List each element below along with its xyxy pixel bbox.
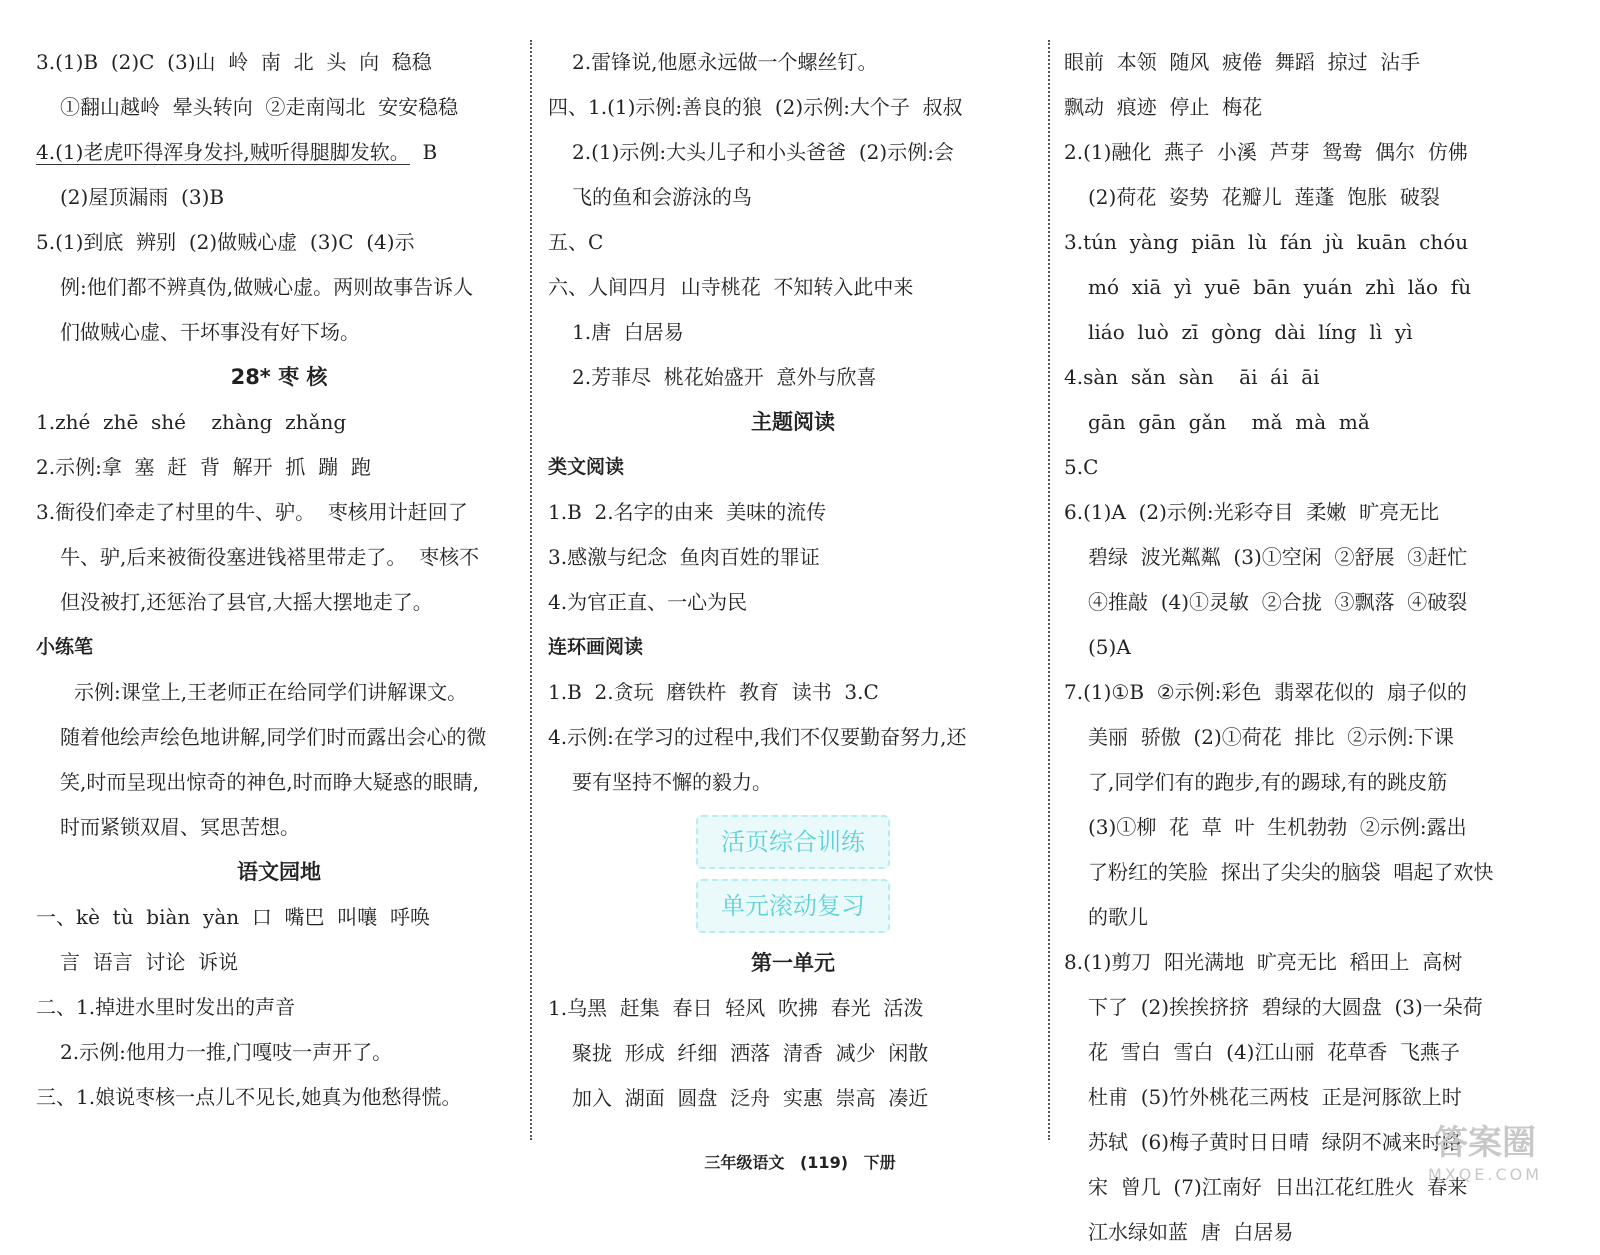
footer-grade-subject: 三年级语文 xyxy=(704,1153,785,1172)
answer-line: 三、1.娘说枣核一点儿不见长,她真为他愁得慌。 xyxy=(36,1085,462,1109)
answer-line: 2.(1)融化 燕子 小溪 芦芽 鸳鸯 偶尔 仿佛 xyxy=(1064,140,1468,164)
answer-line: 加入 湖面 圆盘 泛舟 实惠 崇高 凑近 xyxy=(572,1086,929,1110)
answer-line: 聚拢 形成 纤细 洒落 清香 减少 闲散 xyxy=(572,1041,929,1065)
lesson-title: 28* 枣 核 xyxy=(230,365,328,389)
answer-line: 言 语言 讨论 诉说 xyxy=(60,950,239,974)
answer-line: 4.为官正直、一心为民 xyxy=(548,590,748,614)
answer-line xyxy=(36,130,522,175)
paragraph-line: 时而紧锁双眉、冥思苦想。 xyxy=(60,815,300,839)
answer-line: 宋 曾几 (7)江南好 日出江花红胜火 春来 xyxy=(1088,1175,1468,1199)
answer-line: 四、1.(1)示例:善良的狼 (2)示例:大个子 叔叔 xyxy=(548,95,963,119)
answer-line: 飘动 痕迹 停止 梅花 xyxy=(1064,95,1263,119)
answer-line: 1.zhé zhē shé zhàng zhǎng xyxy=(36,410,347,434)
answer-line: gān gān gǎn mǎ mà mǎ xyxy=(1088,410,1370,434)
answer-line: 苏轼 (6)梅子黄时日日晴 绿阴不减来时路 xyxy=(1088,1130,1462,1154)
answer-line: 六、人间四月 山寺桃花 不知转入此中来 xyxy=(548,275,914,299)
unit-title: 第一单元 xyxy=(751,951,835,975)
answer-line: 2.示例:他用力一推,门嘎吱一声开了。 xyxy=(60,1040,393,1064)
answer-line: 们做贼心虚、干坏事没有好下场。 xyxy=(60,320,360,344)
answer-line: ①翻山越岭 晕头转向 ②走南闯北 安安稳稳 xyxy=(60,95,459,119)
answer-line: 眼前 本领 随风 疲倦 舞蹈 掠过 沾手 xyxy=(1064,50,1421,74)
answer-line: 1.唐 白居易 xyxy=(572,320,684,344)
page-number: (119) xyxy=(799,1153,849,1172)
answer-line: 二、1.掉进水里时发出的声音 xyxy=(36,995,296,1019)
answer-line: 了,同学们有的跑步,有的踢球,有的跳皮筋 xyxy=(1088,770,1448,794)
section-heading: 连环画阅读 xyxy=(548,636,644,658)
answer-line: liáo luò zī gòng dài líng lì yì xyxy=(1088,320,1413,344)
answer-line: 3.感激与纪念 鱼肉百姓的罪证 xyxy=(548,545,820,569)
paragraph-line: 笑,时而呈现出惊奇的神色,时而睁大疑惑的眼睛, xyxy=(60,770,480,794)
answer-line: (5)A xyxy=(1088,635,1131,659)
answer-line: 2.芳菲尽 桃花始盛开 意外与欣喜 xyxy=(572,365,877,389)
answer-line: 4.sàn sǎn sàn āi ái āi xyxy=(1064,365,1320,389)
answer-line: 例:他们都不辨真伪,做贼心虚。两则故事告诉人 xyxy=(60,275,474,299)
answer-line: 3.衙役们牵走了村里的牛、驴。 枣核用计赶回了 xyxy=(36,500,468,524)
paragraph-line: 随着他绘声绘色地讲解,同学们时而露出会心的微 xyxy=(60,725,487,749)
answer-line: 的歌儿 xyxy=(1088,905,1148,929)
column-3 xyxy=(1064,40,1564,1255)
column-divider xyxy=(1048,40,1050,1140)
answer-line: 3.(1)B (2)C (3)山 岭 南 北 头 向 稳稳 xyxy=(36,50,432,74)
answer-line: mó xiā yì yuē bān yuán zhì lǎo fù xyxy=(1088,275,1472,299)
answer-line: 下了 (2)挨挨挤挤 碧绿的大圆盘 (3)一朵荷 xyxy=(1088,995,1483,1019)
answer-line: 要有坚持不懈的毅力。 xyxy=(572,770,772,794)
answer-line: (3)①柳 花 草 叶 生机勃勃 ②示例:露出 xyxy=(1088,815,1467,839)
section-title: 主题阅读 xyxy=(751,410,835,434)
answer-line: 江水绿如蓝 唐 白居易 xyxy=(1088,1220,1294,1244)
answer-line: 美丽 骄傲 (2)①荷花 排比 ②示例:下课 xyxy=(1088,725,1454,749)
answer-line: 2.雷锋说,他愿永远做一个螺丝钉。 xyxy=(572,50,878,74)
answer-line: 牛、驴,后来被衙役塞进钱褡里带走了。 枣核不 xyxy=(60,545,480,569)
column-2 xyxy=(548,40,1038,1121)
answer-text: B xyxy=(409,140,438,164)
answer-line: ④推敲 (4)①灵敏 ②合拢 ③飘落 ④破裂 xyxy=(1088,590,1468,614)
watermark-text: 答案圈 xyxy=(1434,1123,1536,1163)
section-banner: 单元滚动复习 xyxy=(696,879,890,933)
answer-line: 杜甫 (5)竹外桃花三两枝 正是河豚欲上时 xyxy=(1088,1085,1462,1109)
paragraph-line: 示例:课堂上,王老师正在给同学们讲解课文。 xyxy=(74,680,468,704)
page-footer xyxy=(0,1150,1600,1180)
answer-line: 但没被打,还惩治了县官,大摇大摆地走了。 xyxy=(60,590,433,614)
answer-line: 2.示例:拿 塞 赶 背 解开 抓 蹦 跑 xyxy=(36,455,371,479)
answer-line: 4.示例:在学习的过程中,我们不仅要勤奋努力,还 xyxy=(548,725,967,749)
answer-line: (2)屋顶漏雨 (3)B xyxy=(60,185,225,209)
answer-line: 碧绿 波光粼粼 (3)①空闲 ②舒展 ③赶忙 xyxy=(1088,545,1468,569)
underlined-answer: 4.(1)老虎吓得浑身发抖,贼听得腿脚发软。 xyxy=(36,140,410,164)
footer-volume: 下册 xyxy=(863,1153,896,1172)
column-1 xyxy=(36,40,522,1120)
answer-line: 飞的鱼和会游泳的鸟 xyxy=(572,185,752,209)
section-title: 语文园地 xyxy=(237,860,321,884)
answer-line: 8.(1)剪刀 阳光满地 旷亮无比 稻田上 高树 xyxy=(1064,950,1463,974)
section-banner: 活页综合训练 xyxy=(696,815,890,869)
answer-line: 5.(1)到底 辨别 (2)做贼心虚 (3)C (4)示 xyxy=(36,230,415,254)
answer-line: 1.B 2.贪玩 磨铁杵 教育 读书 3.C xyxy=(548,680,879,704)
answer-line: 一、kè tù biàn yàn 口 嘴巴 叫嚷 呼唤 xyxy=(36,905,430,929)
answer-line: 1.乌黑 赶集 春日 轻风 吹拂 春光 活泼 xyxy=(548,996,924,1020)
answer-line: (2)荷花 姿势 花瓣儿 莲蓬 饱胀 破裂 xyxy=(1088,185,1440,209)
answer-line: 了粉红的笑脸 探出了尖尖的脑袋 唱起了欢快 xyxy=(1088,860,1494,884)
section-heading: 类文阅读 xyxy=(548,456,625,478)
answer-line: 5.C xyxy=(1064,455,1099,479)
answer-line: 7.(1)①B ②示例:彩色 翡翠花似的 扇子似的 xyxy=(1064,680,1467,704)
answer-line: 五、C xyxy=(548,230,604,254)
answer-line: 1.B 2.名字的由来 美味的流传 xyxy=(548,500,827,524)
answer-line: 6.(1)A (2)示例:光彩夺目 柔嫩 旷亮无比 xyxy=(1064,500,1440,524)
answer-line: 花 雪白 雪白 (4)江山丽 花草香 飞燕子 xyxy=(1088,1040,1460,1064)
watermark-url: MXQE.COM xyxy=(1427,1165,1543,1184)
answer-line: 2.(1)示例:大头儿子和小头爸爸 (2)示例:会 xyxy=(572,140,954,164)
watermark-logo xyxy=(1400,1121,1570,1191)
section-heading: 小练笔 xyxy=(36,636,94,658)
column-divider xyxy=(530,40,532,1140)
answer-line: 3.tún yàng piān lù fán jù kuān chóu xyxy=(1064,230,1469,254)
